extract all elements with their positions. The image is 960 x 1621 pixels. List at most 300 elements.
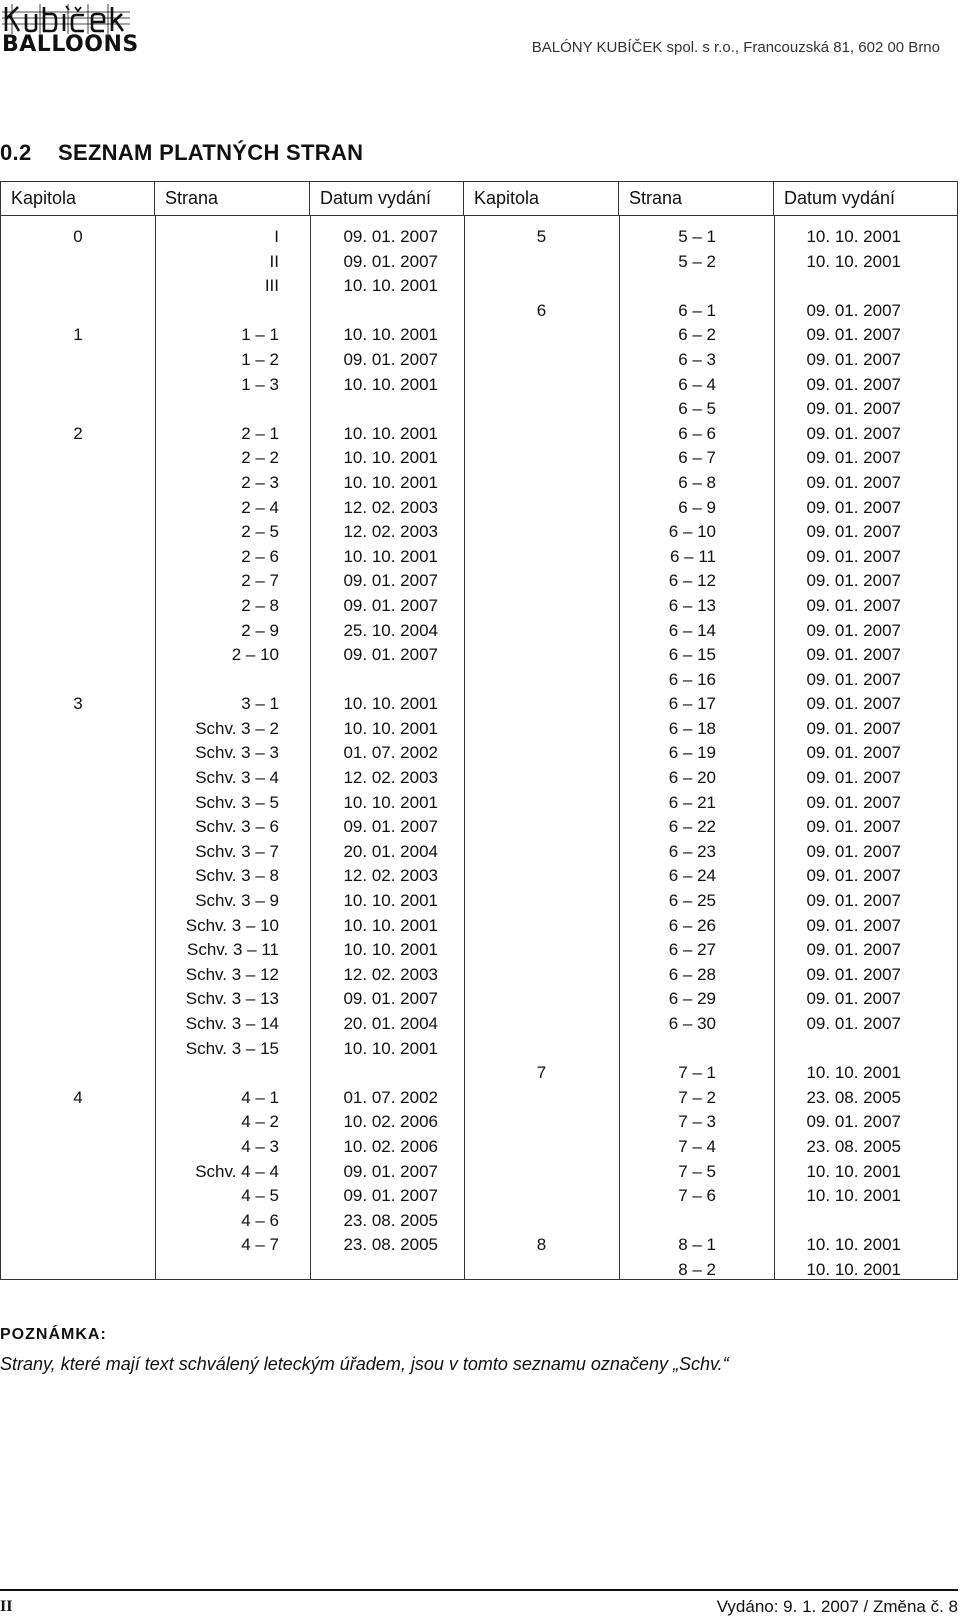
table-row xyxy=(1,987,957,1012)
cell-strana: 6 – 26 xyxy=(668,915,716,935)
cell-kapitola xyxy=(1,668,155,693)
cell-datum: 10. 10. 2001 xyxy=(806,251,901,271)
cell-kapitola xyxy=(464,1160,619,1185)
cell-strana: Schv. 4 – 4 xyxy=(195,1161,279,1181)
cell-datum: 09. 01. 2007 xyxy=(343,349,438,369)
cell-kapitola xyxy=(1,348,155,373)
cell-strana xyxy=(155,397,279,422)
cell-strana: 7 – 2 xyxy=(678,1087,716,1107)
table-row xyxy=(1,422,957,447)
cell-kapitola xyxy=(1,471,155,496)
cell-strana: 6 – 8 xyxy=(678,472,716,492)
cell-datum: 09. 01. 2007 xyxy=(806,522,901,542)
cell-datum: 09. 01. 2007 xyxy=(806,399,901,419)
cell-kapitola xyxy=(464,250,619,275)
cell-datum: 10. 10. 2001 xyxy=(343,423,438,443)
cell-datum: 09. 01. 2007 xyxy=(806,645,901,665)
cell-kapitola xyxy=(464,1110,619,1135)
cell-strana: 6 – 2 xyxy=(678,325,716,345)
cell-kapitola xyxy=(1,643,155,668)
cell-datum: 09. 01. 2007 xyxy=(343,227,438,246)
table-row xyxy=(1,766,957,791)
cell-datum: 09. 01. 2007 xyxy=(343,645,438,665)
cell-datum: 10. 10. 2001 xyxy=(806,227,901,246)
cell-strana: 6 – 6 xyxy=(678,423,716,443)
cell-strana: 2 – 2 xyxy=(241,448,279,468)
cell-kapitola xyxy=(1,938,155,963)
table-row xyxy=(1,668,957,693)
cell-strana: 6 – 23 xyxy=(668,841,716,861)
cell-datum: 10. 10. 2001 xyxy=(806,1259,901,1279)
cell-kapitola xyxy=(1,397,155,422)
cell-datum: 09. 01. 2007 xyxy=(806,915,901,935)
cell-strana xyxy=(619,1037,716,1062)
cell-datum: 20. 01. 2004 xyxy=(343,1014,438,1033)
table-row xyxy=(1,1061,957,1086)
cell-strana: Schv. 3 – 11 xyxy=(187,940,279,960)
table-row xyxy=(1,323,957,348)
cell-datum: 23. 08. 2005 xyxy=(806,1136,901,1156)
cell-datum: 23. 08. 2005 xyxy=(343,1210,438,1230)
cell-kapitola xyxy=(1,496,155,521)
cell-datum: 09. 01. 2007 xyxy=(806,694,901,714)
table-row xyxy=(1,250,957,275)
header-datum-right: Datum vydání xyxy=(784,188,896,208)
cell-strana xyxy=(155,1061,279,1086)
cell-kapitola xyxy=(464,1258,619,1283)
cell-kapitola xyxy=(464,1135,619,1160)
cell-kapitola xyxy=(464,594,619,619)
cell-strana: Schv. 3 – 15 xyxy=(185,1038,279,1058)
cell-kapitola xyxy=(464,914,619,939)
cell-strana: Schv. 3 – 13 xyxy=(185,989,279,1009)
cell-strana: 7 – 4 xyxy=(678,1136,716,1156)
cell-strana xyxy=(619,1209,716,1234)
cell-strana xyxy=(155,1258,279,1283)
cell-kapitola xyxy=(1,864,155,889)
cell-strana: 6 – 14 xyxy=(668,620,716,640)
cell-datum: 09. 01. 2007 xyxy=(806,472,901,492)
cell-strana: 6 – 28 xyxy=(668,964,716,984)
cell-datum: 09. 01. 2007 xyxy=(806,595,901,615)
cell-datum: 12. 02. 2003 xyxy=(343,866,438,886)
table-row xyxy=(1,1233,957,1258)
cell-strana: 6 – 22 xyxy=(668,817,716,837)
cell-datum: 09. 01. 2007 xyxy=(806,792,901,812)
cell-datum xyxy=(310,1258,438,1283)
cell-datum: 01. 07. 2002 xyxy=(343,743,438,763)
cell-datum: 09. 01. 2007 xyxy=(806,989,901,1009)
cell-strana: 6 – 9 xyxy=(678,497,716,517)
cell-strana: Schv. 3 – 8 xyxy=(195,866,279,886)
cell-datum xyxy=(774,274,901,299)
cell-strana: 2 – 7 xyxy=(241,571,279,591)
cell-kapitola xyxy=(464,717,619,742)
cell-strana: 8 – 2 xyxy=(678,1259,716,1279)
cell-kapitola xyxy=(464,323,619,348)
cell-datum: 10. 02. 2006 xyxy=(343,1136,438,1156)
cell-strana: 6 – 12 xyxy=(668,571,716,591)
cell-kapitola xyxy=(1,840,155,865)
table-row xyxy=(1,348,957,373)
cell-kapitola xyxy=(464,741,619,766)
cell-kapitola xyxy=(464,938,619,963)
cell-strana: Schv. 3 – 4 xyxy=(195,768,279,788)
cell-kapitola xyxy=(464,1086,619,1111)
cell-kapitola: 4 xyxy=(73,1087,83,1107)
cell-kapitola xyxy=(1,791,155,816)
table-row xyxy=(1,1086,957,1111)
cell-kapitola xyxy=(464,545,619,570)
cell-kapitola xyxy=(464,692,619,717)
cell-kapitola xyxy=(1,520,155,545)
table-row xyxy=(1,938,957,963)
cell-datum xyxy=(310,299,438,324)
cell-datum: 10. 10. 2001 xyxy=(343,940,438,960)
cell-kapitola xyxy=(464,1209,619,1234)
cell-kapitola xyxy=(464,274,619,299)
cell-datum: 09. 01. 2007 xyxy=(806,620,901,640)
table-row xyxy=(1,225,957,250)
cell-kapitola xyxy=(1,766,155,791)
cell-strana: 6 – 30 xyxy=(668,1014,716,1033)
cell-datum: 09. 01. 2007 xyxy=(806,940,901,960)
table-row xyxy=(1,1209,957,1234)
cell-datum: 09. 01. 2007 xyxy=(806,349,901,369)
cell-datum: 09. 01. 2007 xyxy=(343,595,438,615)
cell-kapitola xyxy=(1,446,155,471)
cell-strana: 6 – 3 xyxy=(678,349,716,369)
cell-datum: 09. 01. 2007 xyxy=(806,817,901,837)
cell-strana: 4 – 7 xyxy=(241,1235,279,1255)
cell-kapitola xyxy=(464,348,619,373)
cell-kapitola xyxy=(1,1135,155,1160)
cell-strana: 7 – 1 xyxy=(678,1063,716,1083)
table-header xyxy=(1,182,957,216)
table-row xyxy=(1,569,957,594)
cell-strana: Schv. 3 – 5 xyxy=(195,792,279,812)
valid-pages-table xyxy=(0,181,958,1280)
cell-datum: 10. 10. 2001 xyxy=(343,891,438,911)
cell-datum: 20. 01. 2004 xyxy=(343,841,438,861)
table-row xyxy=(1,1012,957,1037)
cell-datum xyxy=(774,1037,901,1062)
cell-datum: 09. 01. 2007 xyxy=(806,743,901,763)
cell-strana: 1 – 2 xyxy=(241,349,279,369)
table-row xyxy=(1,889,957,914)
cell-kapitola xyxy=(1,299,155,324)
cell-datum: 09. 01. 2007 xyxy=(806,300,901,320)
cell-datum: 10. 10. 2001 xyxy=(806,1063,901,1083)
cell-strana: I xyxy=(274,227,279,246)
cell-kapitola: 3 xyxy=(73,694,83,714)
cell-kapitola xyxy=(464,520,619,545)
cell-kapitola xyxy=(464,840,619,865)
cell-kapitola xyxy=(1,1110,155,1135)
table-row xyxy=(1,1135,957,1160)
cell-datum: 10. 10. 2001 xyxy=(343,915,438,935)
cell-datum: 10. 10. 2001 xyxy=(806,1235,901,1255)
cell-kapitola xyxy=(1,373,155,398)
cell-kapitola xyxy=(1,545,155,570)
cell-datum: 09. 01. 2007 xyxy=(343,1161,438,1181)
cell-strana: 7 – 5 xyxy=(678,1161,716,1181)
cell-kapitola xyxy=(1,569,155,594)
cell-datum: 09. 01. 2007 xyxy=(806,1014,901,1033)
cell-datum: 09. 01. 2007 xyxy=(806,768,901,788)
cell-strana: III xyxy=(264,276,279,296)
cell-kapitola xyxy=(1,889,155,914)
cell-strana: 2 – 8 xyxy=(241,595,279,615)
cell-datum: 10. 10. 2001 xyxy=(343,694,438,714)
table-row xyxy=(1,397,957,422)
cell-datum xyxy=(310,397,438,422)
table-row xyxy=(1,791,957,816)
cell-datum: 09. 01. 2007 xyxy=(806,571,901,591)
table-row xyxy=(1,373,957,398)
cell-datum: 10. 10. 2001 xyxy=(343,792,438,812)
cell-strana: 2 – 9 xyxy=(241,620,279,640)
cell-datum: 09. 01. 2007 xyxy=(806,448,901,468)
cell-datum: 09. 01. 2007 xyxy=(806,964,901,984)
table-row xyxy=(1,692,957,717)
cell-kapitola xyxy=(464,791,619,816)
table-row xyxy=(1,1037,957,1062)
cell-strana: 6 – 24 xyxy=(668,866,716,886)
cell-kapitola xyxy=(1,1061,155,1086)
table-row xyxy=(1,1160,957,1185)
cell-datum: 25. 10. 2004 xyxy=(343,620,438,640)
cell-datum: 09. 01. 2007 xyxy=(806,866,901,886)
cell-kapitola xyxy=(1,1037,155,1062)
cell-datum: 01. 07. 2002 xyxy=(343,1087,438,1107)
cell-kapitola xyxy=(1,250,155,275)
cell-datum xyxy=(310,668,438,693)
cell-strana: 6 – 25 xyxy=(668,891,716,911)
table-row xyxy=(1,741,957,766)
cell-datum: 09. 01. 2007 xyxy=(806,423,901,443)
cell-kapitola xyxy=(464,1012,619,1037)
cell-datum: 10. 10. 2001 xyxy=(343,325,438,345)
table-row xyxy=(1,619,957,644)
header-strana-left: Strana xyxy=(155,182,310,215)
table-row xyxy=(1,1110,957,1135)
note-text: Strany, které mají text schválený leteckým úřadem, jsou v tomto seznamu označeny „Schv.“ xyxy=(0,1354,729,1374)
cell-datum xyxy=(774,1209,901,1234)
cell-kapitola: 2 xyxy=(73,423,83,443)
cell-kapitola: 6 xyxy=(536,300,547,320)
cell-strana: 6 – 20 xyxy=(668,768,716,788)
cell-strana: 4 – 3 xyxy=(241,1136,279,1156)
header-kapitola-left: Kapitola xyxy=(1,182,155,215)
cell-strana: 1 – 3 xyxy=(241,374,279,394)
cell-strana: 2 – 5 xyxy=(241,522,279,542)
cell-kapitola: 8 xyxy=(536,1235,547,1255)
cell-kapitola xyxy=(464,446,619,471)
cell-datum: 12. 02. 2003 xyxy=(343,522,438,542)
cell-kapitola xyxy=(464,766,619,791)
cell-kapitola xyxy=(1,274,155,299)
cell-strana: 4 – 5 xyxy=(241,1186,279,1206)
cell-strana: 6 – 13 xyxy=(668,595,716,615)
cell-strana: 6 – 10 xyxy=(668,522,716,542)
cell-kapitola xyxy=(1,1184,155,1209)
cell-kapitola xyxy=(464,668,619,693)
cell-strana: 4 – 6 xyxy=(241,1210,279,1230)
cell-strana: 6 – 29 xyxy=(668,989,716,1009)
cell-kapitola xyxy=(1,1258,155,1283)
cell-datum: 10. 10. 2001 xyxy=(343,276,438,296)
cell-kapitola xyxy=(464,496,619,521)
footer-page-number: II xyxy=(0,1598,13,1615)
cell-strana: Schv. 3 – 3 xyxy=(195,743,279,763)
footer-issue: Vydáno: 9. 1. 2007 / Změna č. 8 xyxy=(716,1597,958,1616)
cell-strana: Schv. 3 – 2 xyxy=(195,718,279,738)
cell-strana: 2 – 1 xyxy=(241,423,279,443)
cell-datum: 10. 10. 2001 xyxy=(343,472,438,492)
cell-datum: 09. 01. 2007 xyxy=(806,497,901,517)
note-heading: POZNÁMKA: xyxy=(0,1326,107,1343)
table-row xyxy=(1,594,957,619)
cell-strana: 8 – 1 xyxy=(678,1235,716,1255)
cell-kapitola xyxy=(1,1012,155,1037)
cell-strana: 2 – 3 xyxy=(241,472,279,492)
cell-datum: 12. 02. 2003 xyxy=(343,497,438,517)
table-row xyxy=(1,717,957,742)
cell-datum: 12. 02. 2003 xyxy=(343,964,438,984)
section-number: 0.2 xyxy=(0,140,32,165)
cell-strana: 2 – 10 xyxy=(231,645,279,665)
cell-datum: 09. 01. 2007 xyxy=(343,817,438,837)
cell-kapitola xyxy=(1,963,155,988)
header-strana-right: Strana xyxy=(619,182,774,215)
cell-datum: 23. 08. 2005 xyxy=(343,1235,438,1255)
cell-strana: II xyxy=(269,251,279,271)
cell-strana: 6 – 18 xyxy=(668,718,716,738)
cell-kapitola xyxy=(1,1233,155,1258)
cell-datum: 09. 01. 2007 xyxy=(343,571,438,591)
cell-datum: 09. 01. 2007 xyxy=(806,546,901,566)
cell-kapitola xyxy=(464,619,619,644)
cell-strana: 3 – 1 xyxy=(241,694,279,714)
cell-kapitola xyxy=(464,643,619,668)
table-row xyxy=(1,496,957,521)
table-row xyxy=(1,840,957,865)
table-row xyxy=(1,446,957,471)
cell-strana: Schv. 3 – 9 xyxy=(195,891,279,911)
cell-kapitola xyxy=(1,619,155,644)
cell-strana: Schv. 3 – 12 xyxy=(185,964,279,984)
cell-datum: 10. 10. 2001 xyxy=(343,374,438,394)
cell-datum: 09. 01. 2007 xyxy=(806,891,901,911)
cell-kapitola xyxy=(1,914,155,939)
cell-kapitola xyxy=(464,1037,619,1062)
footer-rule xyxy=(0,1589,958,1591)
table-row xyxy=(1,643,957,668)
table-row xyxy=(1,545,957,570)
cell-kapitola xyxy=(464,987,619,1012)
cell-kapitola: 0 xyxy=(73,227,83,246)
cell-kapitola xyxy=(464,864,619,889)
cell-kapitola xyxy=(1,1209,155,1234)
cell-strana: Schv. 3 – 6 xyxy=(195,817,279,837)
cell-strana: 6 – 7 xyxy=(678,448,716,468)
cell-datum: 09. 01. 2007 xyxy=(806,374,901,394)
cell-kapitola: 1 xyxy=(73,325,83,345)
section-title: SEZNAM PLATNÝCH STRAN xyxy=(58,140,364,165)
header-kapitola-right: Kapitola xyxy=(464,182,619,215)
cell-datum: 10. 10. 2001 xyxy=(806,1186,901,1206)
cell-kapitola xyxy=(1,987,155,1012)
logo-balloons-text: BALLOONS xyxy=(2,32,139,57)
cell-datum: 23. 08. 2005 xyxy=(806,1087,901,1107)
cell-kapitola xyxy=(464,963,619,988)
cell-datum: 10. 10. 2001 xyxy=(343,448,438,468)
section-heading xyxy=(0,140,363,166)
cell-kapitola xyxy=(464,373,619,398)
cell-kapitola xyxy=(1,594,155,619)
cell-kapitola: 7 xyxy=(536,1063,547,1083)
cell-kapitola xyxy=(464,422,619,447)
cell-kapitola xyxy=(1,741,155,766)
cell-kapitola xyxy=(464,397,619,422)
cell-kapitola xyxy=(464,471,619,496)
cell-strana xyxy=(155,299,279,324)
cell-strana: 6 – 19 xyxy=(668,743,716,763)
cell-strana: 6 – 21 xyxy=(668,792,716,812)
cell-strana: 6 – 11 xyxy=(669,546,716,566)
cell-datum: 09. 01. 2007 xyxy=(806,669,901,689)
cell-strana: Schv. 3 – 7 xyxy=(195,841,279,861)
kubicek-balloons-logo xyxy=(2,4,188,56)
cell-strana: 7 – 3 xyxy=(678,1112,716,1132)
cell-strana: 6 – 16 xyxy=(668,669,716,689)
cell-kapitola xyxy=(1,717,155,742)
cell-strana xyxy=(619,274,716,299)
cell-strana: 6 – 17 xyxy=(668,694,716,714)
cell-strana: 6 – 15 xyxy=(668,645,716,665)
cell-strana: 4 – 1 xyxy=(241,1087,279,1107)
cell-datum: 10. 10. 2001 xyxy=(806,1161,901,1181)
cell-kapitola xyxy=(1,1160,155,1185)
table-row xyxy=(1,1258,957,1283)
table-row xyxy=(1,274,957,299)
cell-kapitola xyxy=(1,815,155,840)
cell-datum xyxy=(310,1061,438,1086)
cell-datum: 10. 10. 2001 xyxy=(343,546,438,566)
cell-datum: 12. 02. 2003 xyxy=(343,768,438,788)
cell-strana xyxy=(155,668,279,693)
table-row xyxy=(1,520,957,545)
cell-strana: Schv. 3 – 10 xyxy=(185,915,279,935)
cell-kapitola xyxy=(464,889,619,914)
cell-datum: 09. 01. 2007 xyxy=(343,1186,438,1206)
cell-kapitola: 5 xyxy=(536,227,547,246)
cell-strana: 2 – 4 xyxy=(241,497,279,517)
cell-datum: 09. 01. 2007 xyxy=(806,325,901,345)
cell-kapitola xyxy=(464,569,619,594)
cell-datum: 09. 01. 2007 xyxy=(806,841,901,861)
cell-strana: 2 – 6 xyxy=(241,546,279,566)
table-row xyxy=(1,914,957,939)
cell-strana: 5 – 1 xyxy=(678,227,716,246)
table-row xyxy=(1,815,957,840)
cell-datum: 10. 10. 2001 xyxy=(343,1038,438,1058)
table-row xyxy=(1,864,957,889)
cell-strana: 5 – 2 xyxy=(678,251,716,271)
cell-kapitola xyxy=(464,815,619,840)
table-body xyxy=(1,225,957,1283)
